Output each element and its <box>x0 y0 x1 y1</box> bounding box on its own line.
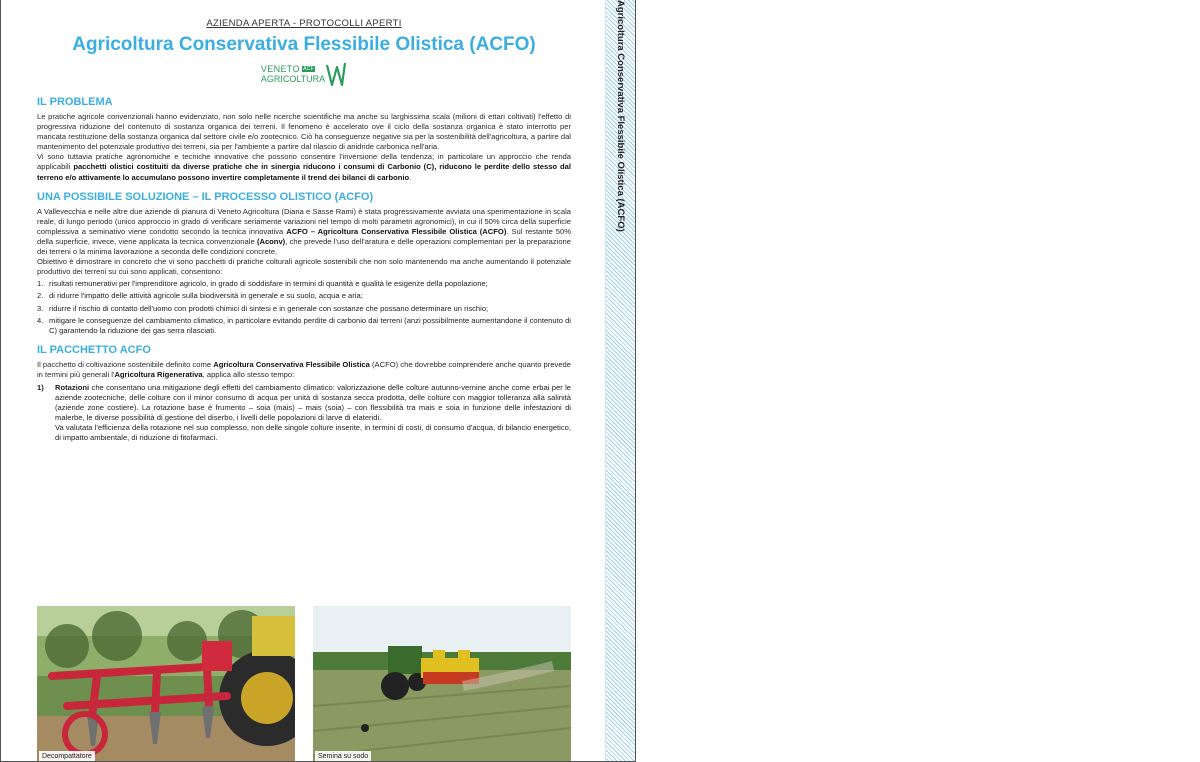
rotazioni-item: 1) Rotazioni che consentano una mitigazione degli effetti del cambiamento climatico: valorizzazione delle colture autunno-vernine anche come erbai per le aziende zootecniche, delle colture con il minor consumo di acqua per unità di sostanza secca prodotta, delle colture con maggior tolleranza alla salinità (aziende zone costiere). La rotazione base è frumento – soia (mais) – mais (soia) – con flessibilità tra mais e soia in funzione delle infestazioni di malerbe, le diverse possibilità di gestione del diserbo, i livelli delle popolazioni di larve di elateridi. Va valutata l'efficienza della rotazione nel suo complesso, non delle singole colture inserite, in termini di costi, di consumo d'acqua, di bilancio energetico, di impatto ambientale, di riduzione di fitofarmaci. <box>37 382 571 443</box>
photo-row <box>37 606 571 762</box>
list-item: 4. mitigare le conseguenze del cambiamento climatico, in particolare evitando perdite di carbonio dai terreni (anzi possibilmente aumentandone il contenuto di C) garantendo la riduzione dei gas serra rilasciati. <box>37 315 571 335</box>
list-item: 2. di ridurre l'impatto delle attività agricole sulla biodiversità in generale e su suolo, acqua e aria; <box>37 291 363 301</box>
photo-caption: Decompattatore <box>39 751 95 762</box>
objectives-list <box>37 279 571 335</box>
soluzione-paragraph-1: A Vallevecchia e nelle altre due aziende di pianura di Veneto Agricoltura (Diana e Sasse Rami) è stata progressivamente avviata una sperimentazione in scala reale, di lungo periodo (unico approccio in grado di verificare seriamente variazioni nel tempo di molti parametri agronomici), in cui il 50% circa della superficie complessiva a seminativo viene condotto secondo la tecnica innovativa ACFO – Agricoltura Conservativa Flessibile Olistica (ACFO). Sul restante 50% della superficie, invece, viene applicata la tecnica convenzionale (Aconv), che prevede l'uso dell'aratura e delle operazioni complementari per la preparazione dei terreni o la minima lavorazione a seconda delle condizioni concrete. <box>37 206 572 257</box>
side-vertical-title: Agricoltura Conservativa Flessibile Olistica (ACFO) <box>615 0 626 232</box>
seeder-image <box>313 606 571 762</box>
document-content <box>37 18 571 444</box>
logo-leaf-icon <box>325 61 347 87</box>
pacchetto-paragraph-1: Il pacchetto di coltivazione sostenibile definito come Agricoltura Conservativa Flessibile Olistica (ACFO) che dovrebbe comprendere anche quanto prevede in termini più generali l'Agricoltura Rigenerativa, applica allo stesso tempo: <box>37 359 571 379</box>
logo-line-1: VENETO <box>260 64 301 74</box>
photo-caption: Semina su sodo <box>315 751 371 762</box>
page-kicker: AZIENDA APERTA - PROTOCOLLI APERTI <box>206 18 402 29</box>
list-item: 3. ridurre il rischio di contatto dell'uomo con prodotti chimici di sintesi e in generale con sostanze che possano determinare un rischio; <box>37 303 489 313</box>
page-title: Agricoltura Conservativa Flessibile Olistica (ACFO) <box>72 34 536 55</box>
photo-decompattatore <box>37 606 295 762</box>
problema-paragraph-1: Le pratiche agricole convenzionali hanno evidenziato, non solo nelle ricerche scientifiche ma anche su larghissima scala (milioni di ettari coltivati) l'effetto di progressiva riduzione del contenuto di sostanza organica dei terreni. Il fenomeno è accelerato ove il ciclo della sostanza organica è stato interrotto per mancata restituzione della sostanza organica dal settore civile e/o zootecnico. Ciò ha conseguenze negative sia per la sostenibilità dell'agricoltura, a partire dal mantenimento del potenziale produttivo dei terreni, sia per l'ambiente a partire dal rilascio di anidride carbonica nell'aria. <box>37 112 571 152</box>
section-heading-soluzione: UNA POSSIBILE SOLUZIONE – IL PROCESSO OLISTICO (ACFO) <box>37 190 374 203</box>
section-heading-problema: IL PROBLEMA <box>37 96 113 108</box>
problema-paragraph-2: Vi sono tuttavia pratiche agronomiche e tecniche innovative che possono consentire l'inversione della tendenza; in particolare un approccio che renda applicabili pacchetti olistici costituiti da diverse pratiche che in sinergia riducono i consumi di Carbonio (C), riducono le perdite dello stesso dal terreno e/o attivamente lo accumulano possono invertire completamente il trend dei bilanci di carbonio. <box>37 152 571 182</box>
soluzione-paragraph-2: Obiettivo è dimostrare in concreto che vi sono pacchetti di pratiche colturali agricole sostenibili che non solo mantenendo ma anche aumentando il potenziale produttivo dei terreni su cui sono applicati, consentono: <box>37 257 571 277</box>
logo-badge: ACF <box>303 66 315 72</box>
veneto-agricoltura-logo <box>37 60 571 88</box>
logo-line-2: AGRICOLTURA <box>260 74 326 84</box>
section-heading-pacchetto: IL PACCHETTO ACFO <box>37 343 151 356</box>
header-fine-print <box>201 0 401 3</box>
subsoiler-image <box>37 606 295 762</box>
list-item: 1. risultati remunerativi per l'imprenditore agricolo, in grado di soddisfare in termini di quantità e qualità le esigenze della popolazione; <box>37 279 488 289</box>
photo-semina <box>313 606 571 762</box>
